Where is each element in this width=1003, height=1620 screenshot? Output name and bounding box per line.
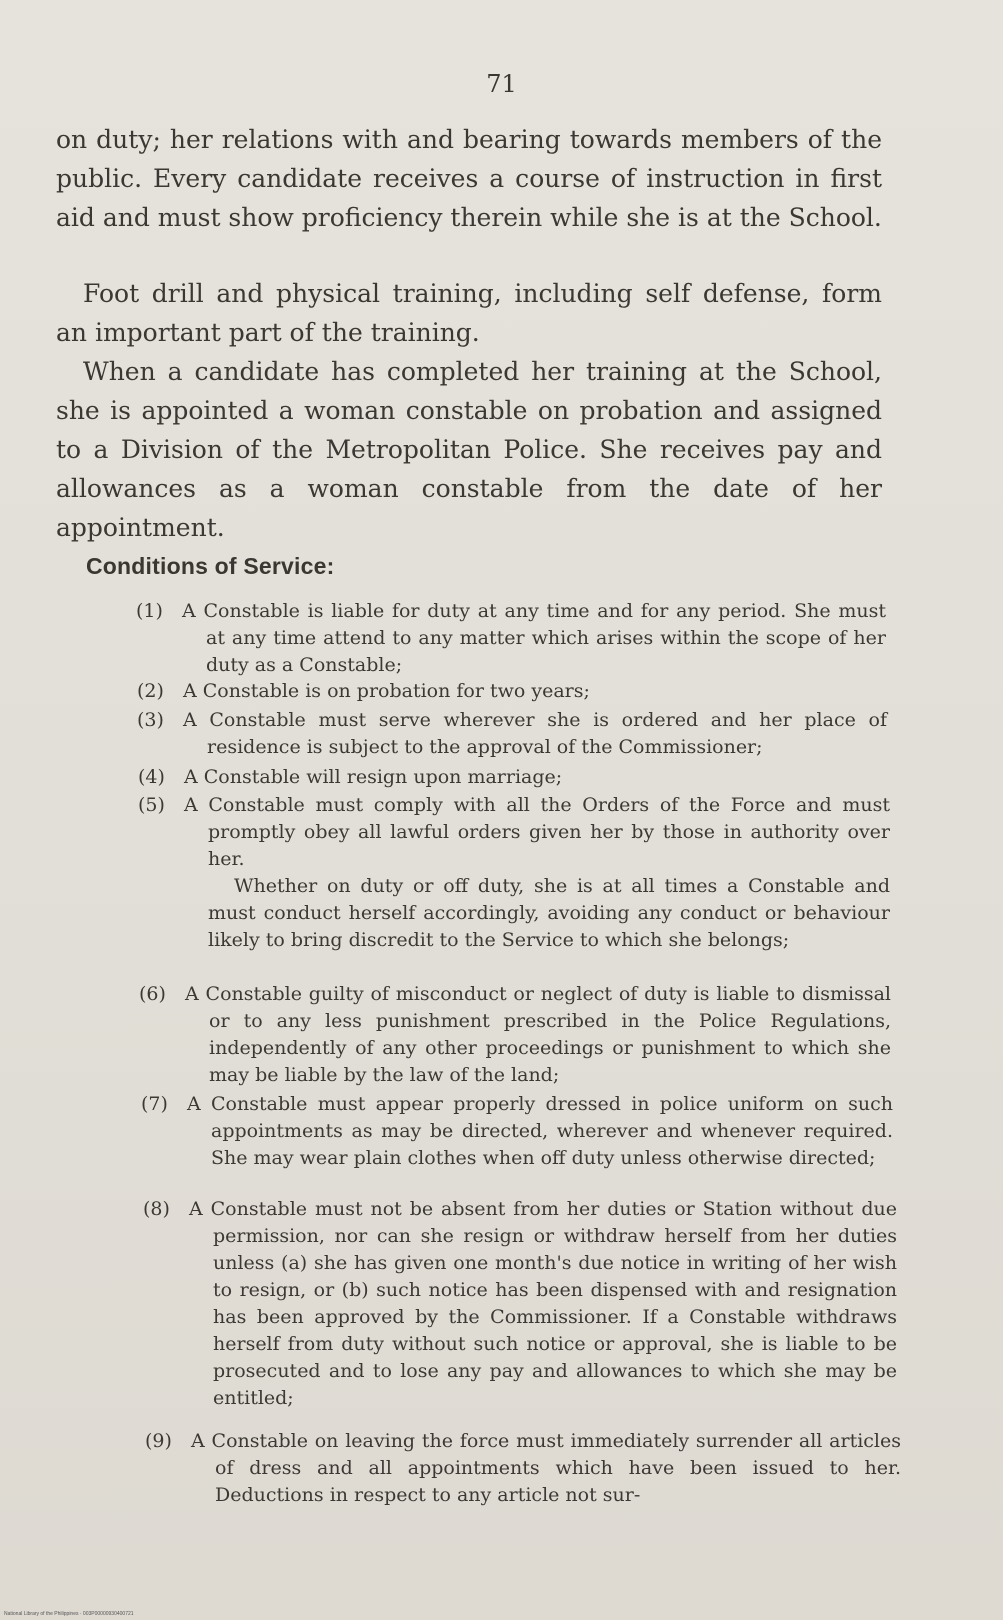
condition-item-8 — [143, 1196, 897, 1412]
section-heading: Conditions of Service: — [86, 553, 335, 579]
condition-item-1 — [136, 598, 886, 679]
condition-item-3 — [137, 707, 887, 761]
condition-number: (4) — [138, 766, 165, 788]
condition-item-2 — [137, 678, 887, 705]
condition-number: (1) — [136, 600, 163, 622]
condition-item-9 — [145, 1428, 901, 1509]
condition-text: A Constable guilty of misconduct or neglect of duty is liable to dismissal or to any less punishment prescribed in the Police Regulations, independently of any other proceedings or punishment to which she may be liable by the law of the land; — [185, 983, 891, 1086]
condition-number: (8) — [143, 1198, 170, 1220]
condition-text: A Constable must serve wherever she is ordered and her place of residence is subject to the approval of the Commissioner; — [183, 709, 887, 758]
condition-text: A Constable will resign upon marriage; — [184, 766, 563, 788]
condition-text: A Constable must appear properly dressed in police uniform on such appointments as may be directed, wherever and whenever required. She may wear plain clothes when off duty unless otherwise directed; — [187, 1093, 893, 1169]
condition-number: (7) — [141, 1093, 168, 1115]
condition-text: A Constable on leaving the force must immediately surrender all articles of dress and all appointments which have been issued to her. Deductions in respect to any article not sur- — [191, 1430, 901, 1506]
archive-footer: National Library of the Philippines · 003P00000930400721 — [4, 1611, 134, 1617]
condition-text: A Constable is liable for duty at any time and for any period. She must at any time attend to any matter which arises within the scope of her duty as a Constable; — [182, 600, 886, 676]
paragraph-text: Foot drill and physical training, including self defense, form an important part of the training. — [56, 279, 882, 347]
condition-text: A Constable must comply with all the Orders of the Force and must promptly obey all lawful orders given her by those in authority over her. — [184, 794, 890, 870]
condition-number: (2) — [137, 680, 164, 702]
condition-item-4 — [138, 764, 888, 791]
condition-number: (6) — [139, 983, 166, 1005]
paragraph-text: on duty; her relations with and bearing towards members of the public. Every candidate receives a course of instruction in first aid and must show proficiency therein while she is at the School. — [56, 125, 882, 232]
condition-text: A Constable is on probation for two years; — [183, 680, 590, 702]
page-number: 71 — [486, 70, 517, 98]
condition-subparagraph: Whether on duty or off duty, she is at all times a Constable and must conduct herself accordingly, avoiding any conduct or behaviour likely to bring discredit to the Service to which she belongs; — [208, 875, 890, 951]
condition-item-5 — [138, 792, 890, 954]
condition-number: (9) — [145, 1430, 172, 1452]
condition-item-6 — [139, 981, 891, 1089]
condition-item-7 — [141, 1091, 893, 1172]
paragraph-text: When a candidate has completed her training at the School, she is appointed a woman constable on probation and assigned to a Division of the Metropolitan Police. She receives pay and allowances as a woman constable from the date of her appointment. — [56, 357, 882, 542]
condition-number: (3) — [137, 709, 164, 731]
condition-number: (5) — [138, 794, 165, 816]
condition-text: A Constable must not be absent from her duties or Station without due permission, nor can she resign or withdraw herself from her duties unless (a) she has given one month's due notice in writing of her wish to resign, or (b) such notice has been dispensed with and resignation has been approved by the Commissioner. If a Constable withdraws herself from duty without such notice or approval, she is liable to be prosecuted and to lose any pay and allowances to which she may be entitled; — [189, 1198, 897, 1409]
